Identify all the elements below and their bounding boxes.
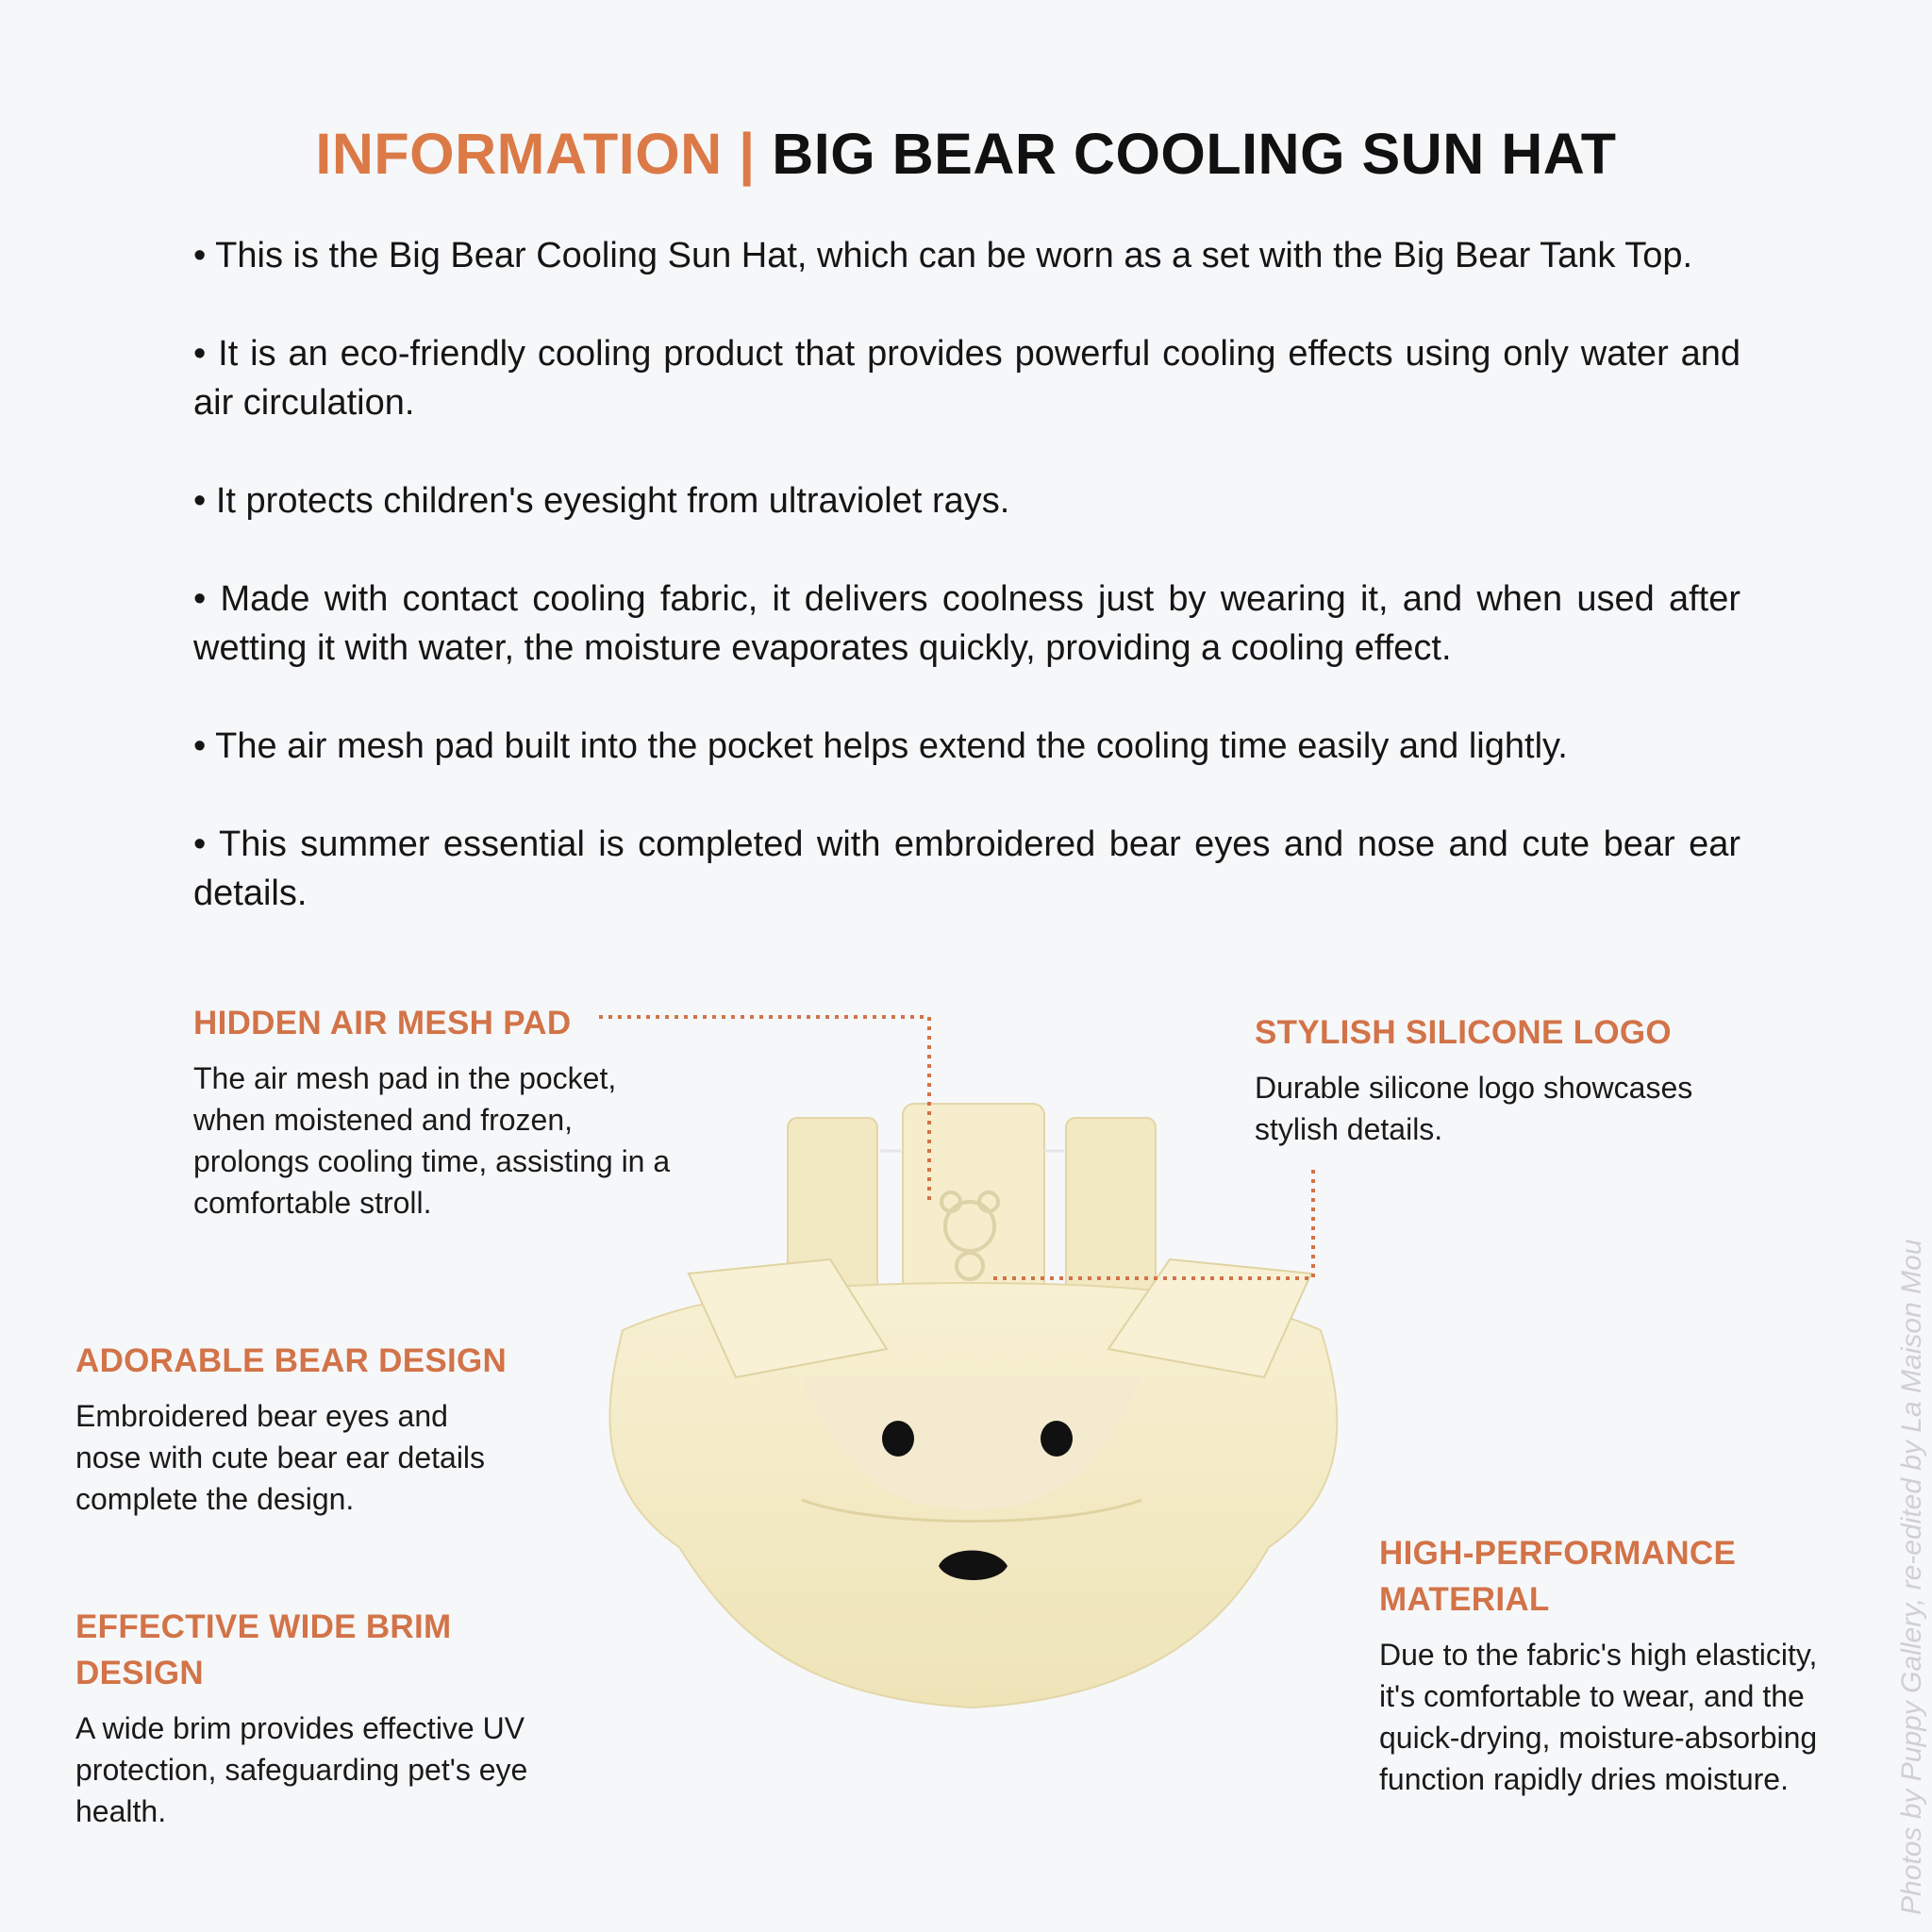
bullet-item: • This is the Big Bear Cooling Sun Hat, which can be worn as a set with the Big Bear Tank Top. [193, 236, 1693, 275]
callout-wide-brim [75, 1604, 566, 1832]
title-main: BIG BEAR COOLING SUN HAT [772, 122, 1617, 186]
callout-text: The air mesh pad in the pocket, when moistened and frozen, prolongs cooling time, assisting in a comfortable stroll. [193, 1061, 671, 1220]
bullet-item: • This summer essential is completed with embroidered bear eyes and nose and cute bear ear details. [193, 824, 1740, 913]
photo-credit: Photos by Puppy Gallery, re-edited by La Maison Mou [1896, 1239, 1927, 1915]
callout-text: Embroidered bear eyes and nose with cute bear ear details complete the design. [75, 1399, 486, 1516]
bullet-item: • Made with contact cooling fabric, it delivers coolness just by wearing it, and when used after wetting it with water, the moisture evaporates quickly, providing a cooling effect. [193, 579, 1740, 668]
callout-material [1379, 1530, 1832, 1800]
bullet-item: • The air mesh pad built into the pocket helps extend the cooling time easily and lightly. [193, 726, 1568, 766]
bullet-item: • It is an eco-friendly cooling product that provides powerful cooling effects using only water and air circulation. [193, 334, 1740, 423]
callout-text: Due to the fabric's high elasticity, it's comfortable to wear, and the quick-drying, moisture-absorbing function rapidly dries moisture. [1379, 1638, 1818, 1796]
bullet-item: • It protects children's eyesight from ultraviolet rays. [193, 481, 1010, 521]
callout-text: Durable silicone logo showcases stylish details. [1255, 1071, 1693, 1146]
callout-title: HIGH-PERFORMANCE MATERIAL [1379, 1535, 1737, 1618]
callout-title: ADORABLE BEAR DESIGN [75, 1342, 508, 1379]
callout-silicone-logo [1255, 1009, 1745, 1150]
callout-bear-design [75, 1338, 519, 1520]
title-accent: INFORMATION | [315, 122, 756, 186]
callout-air-mesh-pad [193, 1000, 693, 1224]
leader-line-logo [989, 1170, 1313, 1278]
callout-title: EFFECTIVE WIDE BRIM DESIGN [75, 1608, 452, 1691]
callout-title: STYLISH SILICONE LOGO [1255, 1014, 1672, 1051]
callout-title: HIDDEN AIR MESH PAD [193, 1005, 572, 1041]
callout-text: A wide brim provides effective UV protection, safeguarding pet's eye health. [75, 1711, 528, 1828]
